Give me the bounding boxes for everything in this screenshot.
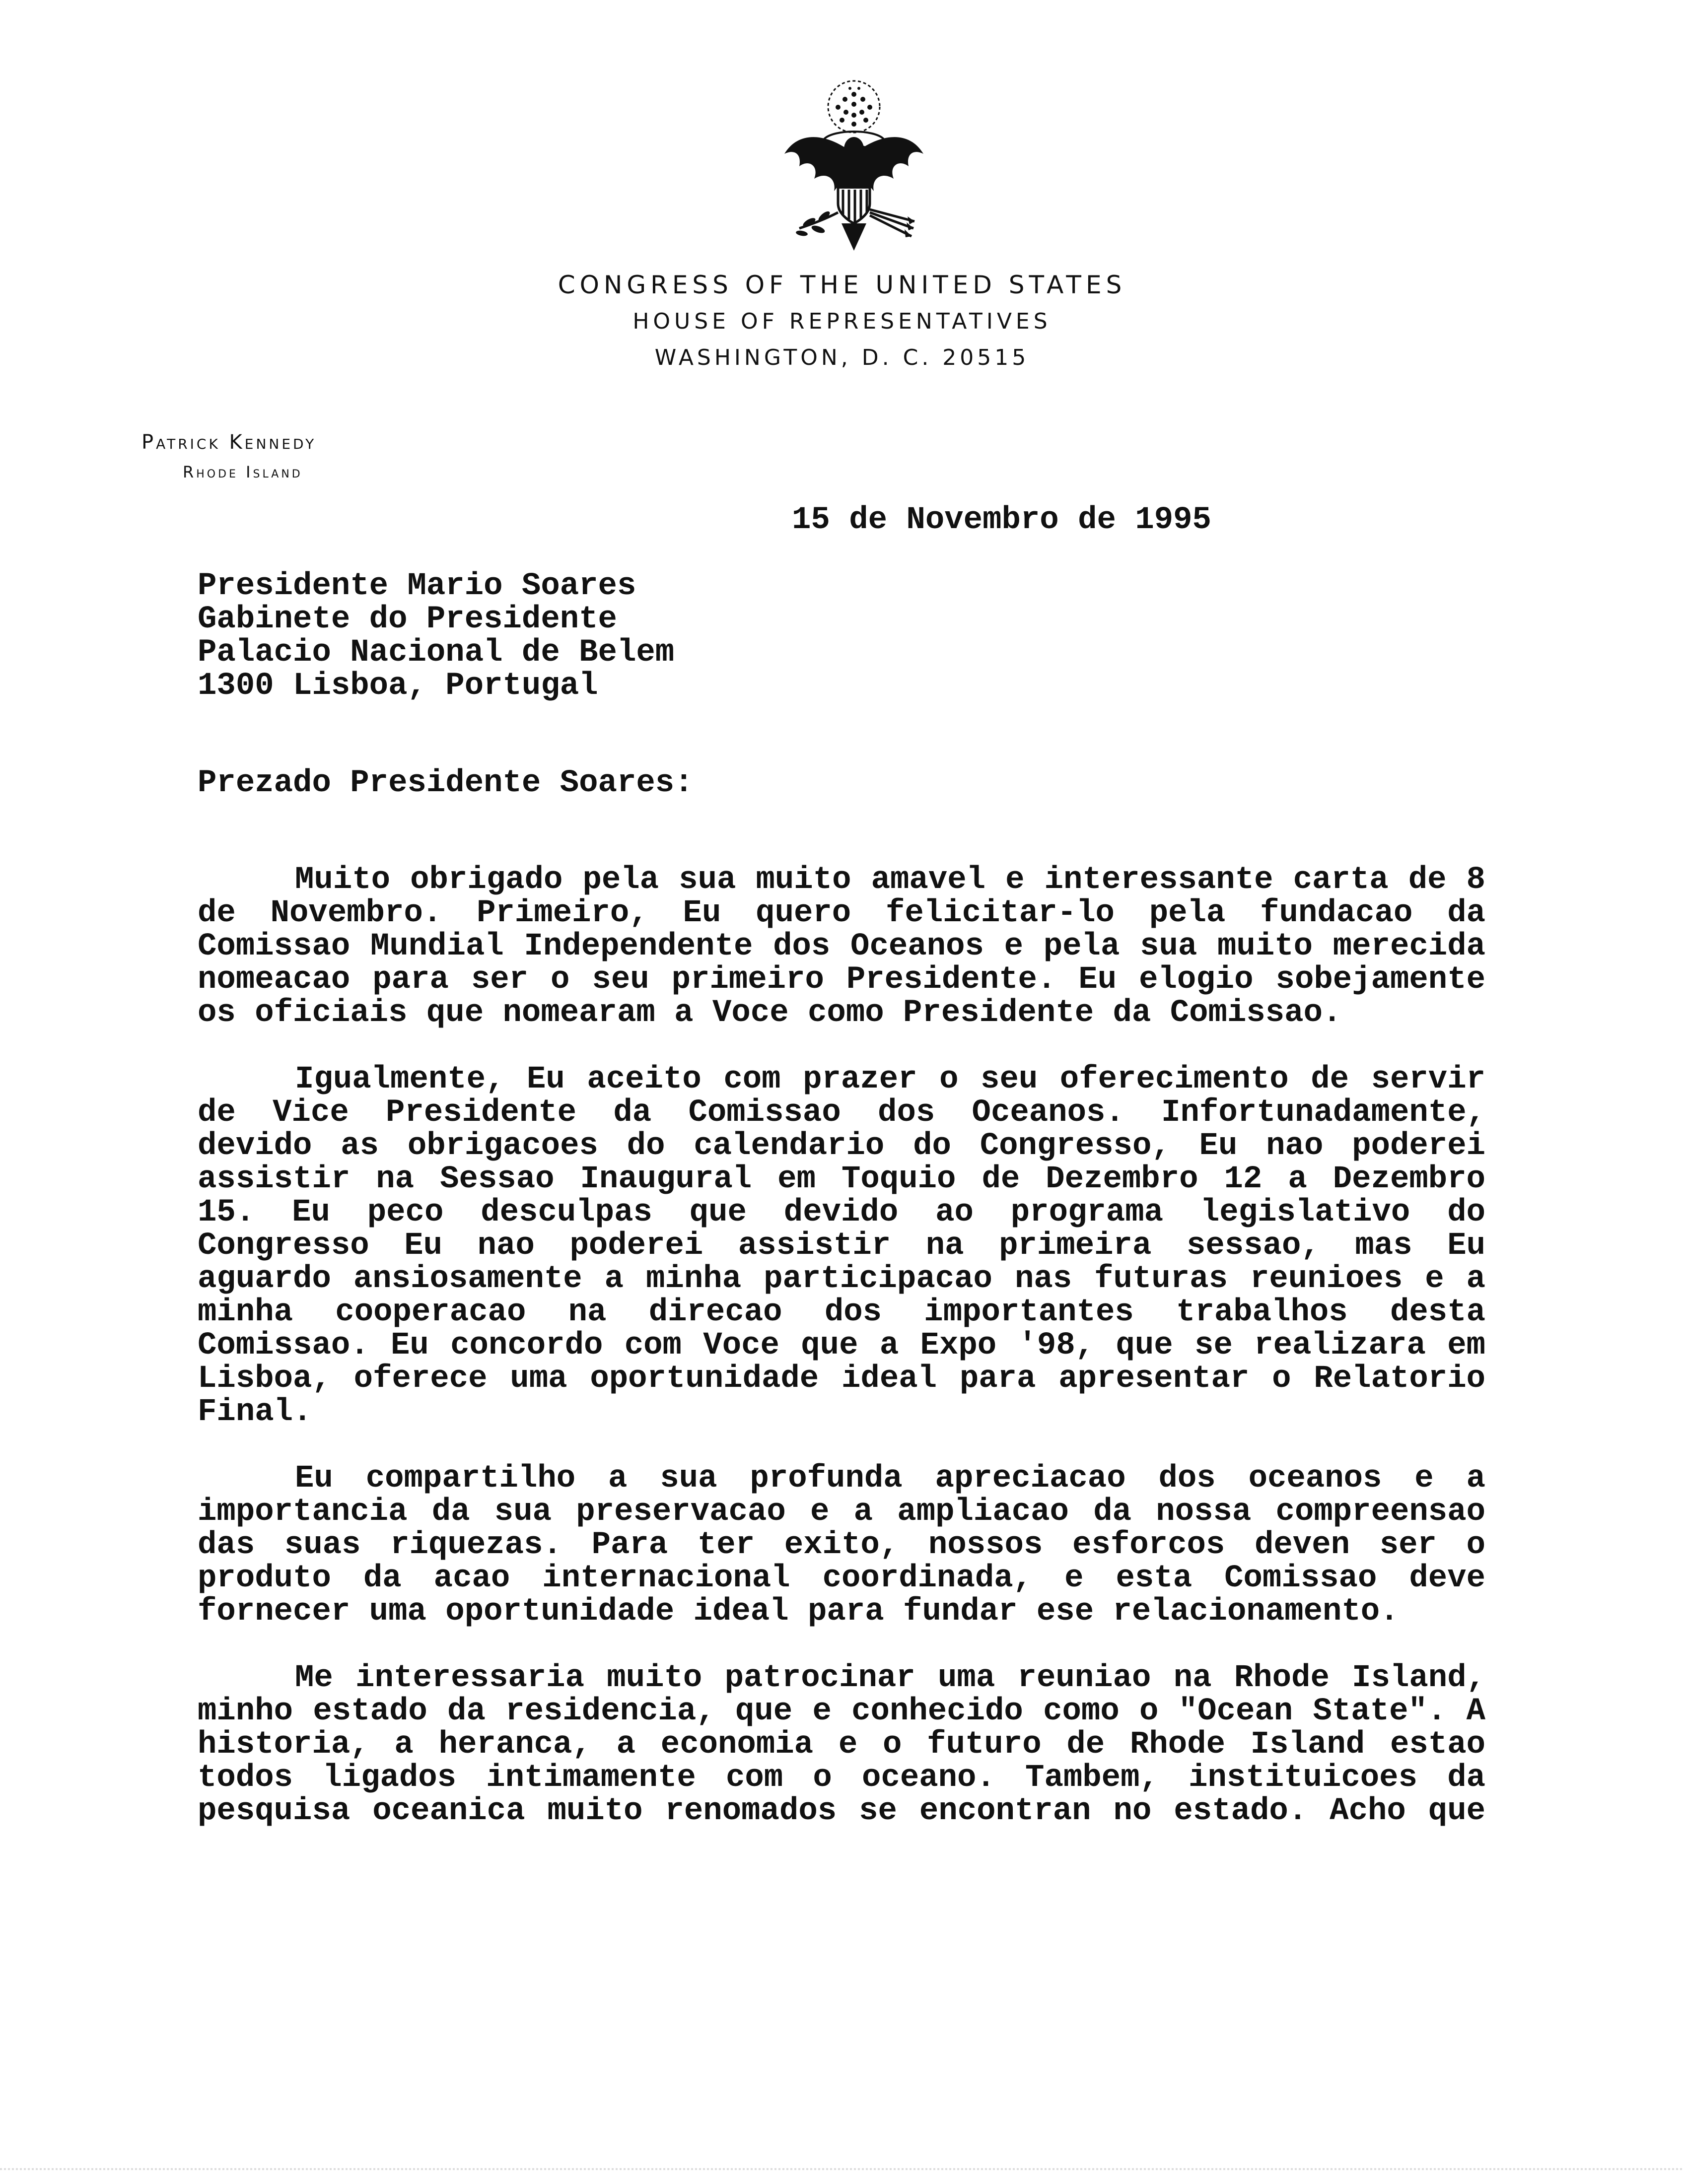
address-line: Palacio Nacional de Belem	[198, 635, 675, 671]
body-paragraph: Eu compartilho a sua profunda apreciacao dos oceanos e a importancia da sua preservacao e a ampliacao da nossa compreensao das suas riquezas. Para ter exito, nossos esforcos deven ser o produto da acao internacional coordinada, e esta Comissao deve fornecer uma oportunidade ideal para fundar ese relacionamento.	[198, 1461, 1485, 1630]
letter-body	[198, 864, 1485, 1861]
body-paragraph: Igualmente, Eu aceito com prazer o seu oferecimento de servir de Vice Presidente da Comissao dos Oceanos. Infortunadamente, devido as obrigacoes do calendario do Congresso, Eu nao poderei assistir na Sessao Inaugural em Toquio de Dezembro 12 a Dezembro 15. Eu peco desculpas que devido ao programa legislativo do Congresso Eu nao poderei assistir na primeira sessao, mas Eu aguardo ansiosamente a minha participacao nas futuras reunioes e a minha cooperacao na direcao dos importantes trabalhos desta Comissao. Eu concordo com Voce que a Expo '98, que se realizara em Lisboa, oferece uma oportunidade ideal para apresentar o Relatorio Final.	[198, 1062, 1485, 1430]
address-line: Presidente Mario Soares	[198, 568, 636, 604]
body-paragraph: Me interessaria muito patrocinar uma reuniao na Rhode Island, minho estado da residencia, que e conhecido como o "Ocean State". A historia, a heranca, a economia e o futuro de Rhode Island estao todos ligados intimamente com o oceano. Tambem, instituicoes da pesquisa oceanica muito renomados se encontran no estado. Acho que	[198, 1660, 1485, 1829]
letterhead-address: WASHINGTON, D. C. 20515	[654, 345, 1030, 370]
letter-date: 15 de Novembro de 1995	[792, 502, 1211, 538]
page-bottom-edge	[0, 2168, 1684, 2170]
salutation: Prezado Presidente Soares:	[198, 765, 694, 801]
address-line: Gabinete do Presidente	[198, 602, 617, 637]
eagle-seal-icon	[755, 79, 953, 263]
letterhead-congress: CONGRESS OF THE UNITED STATES	[558, 271, 1126, 299]
body-paragraph: Muito obrigado pela sua muito amavel e interessante carta de 8 de Novembro. Primeiro, Eu quero felicitar-lo pela fundacao da Comissao Mundial Independente dos Oceanos e pela sua muito merecida nomeacao para ser o seu primeiro Presidente. Eu elogio sobejamente os oficiais que nomearam a Voce como Presidente da Comissao.	[198, 862, 1485, 1031]
address-line: 1300 Lisboa, Portugal	[198, 668, 598, 704]
recipient-address	[198, 570, 674, 703]
member-name: Patrick Kennedy	[141, 431, 317, 454]
letterhead-house: HOUSE OF REPRESENTATIVES	[632, 309, 1052, 334]
member-state: Rhode Island	[183, 463, 303, 481]
